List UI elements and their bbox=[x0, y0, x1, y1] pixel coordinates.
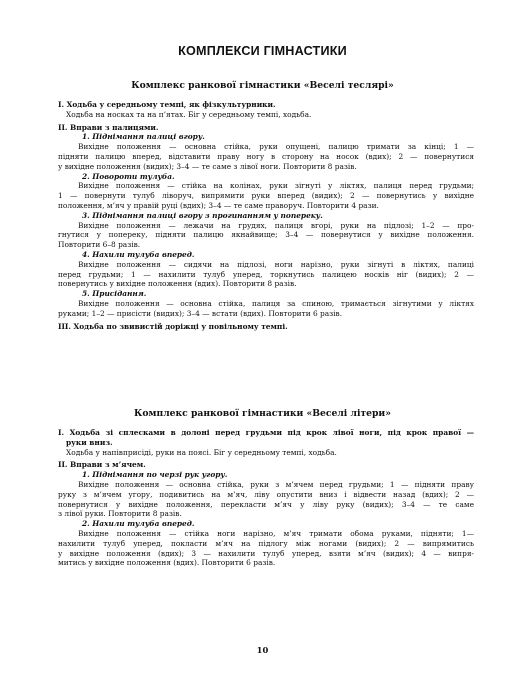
section-heading: III. Ходьба по звивистій доріжці у повільному темпі. bbox=[58, 321, 288, 331]
paragraph-line: підняти палицю вперед, відставити праву ногу в сторону на носок (вдих); 2 — повернутися bbox=[58, 151, 474, 161]
paragraph-line: повернутися у вихідне положення, перекласти м’яч у ліву руку (видих); 3–4 — те саме bbox=[58, 499, 474, 509]
paragraph-line: у вихідне положення (видих); 3–4 — те саме з лівої ноги. Повторити 8 разів. bbox=[58, 161, 357, 171]
page-number: 10 bbox=[256, 645, 269, 655]
paragraph-line: Вихідне положення — сидячи на підлозі, ноги нарізно, руки зігнуті в ліктях, палиці bbox=[78, 259, 474, 269]
paragraph-line: митись у вихідне положення (вдих). Повторити 6 разів. bbox=[58, 558, 276, 568]
exercise-heading: 3. Піднімання палиці вгору з прогинанням у попереку. bbox=[82, 210, 323, 220]
paragraph-line: Ходьба у напівприсіді, руки на поясі. Біг у середньому темпі, ходьба. bbox=[66, 447, 337, 457]
paragraph-line: нахилити тулуб уперед, покласти м’яч на підлогу між ногами (видих); 2 — випрямитись bbox=[58, 538, 474, 548]
paragraph-line: у вихідне положення (вдих); 3 — нахилити тулуб уперед, взяти м’яч (видих); 4 — випря- bbox=[58, 548, 474, 558]
section-heading: I. Ходьба зі сплесками в долоні перед грудьми під крок лівої ноги, під крок правої — bbox=[58, 428, 474, 437]
paragraph-line: повернутись у вихідне положення (вдих). Повторити 8 разів. bbox=[58, 279, 297, 289]
section-heading: I. Ходьба у середньому темпі, як фізкультурники. bbox=[58, 100, 276, 109]
paragraph-line: руками; 1–2 — присісти (видих); 3–4 — встати (вдих). Повторити 6 разів. bbox=[58, 308, 343, 318]
exercise-heading: 2. Повороти тулуба. bbox=[82, 171, 175, 181]
paragraph-line: Повторити 6–8 разів. bbox=[58, 240, 141, 250]
exercise-heading: 2. Нахили тулуба вперед. bbox=[82, 519, 195, 529]
exercise-heading: 1. Піднімання палиці вгору. bbox=[82, 132, 205, 142]
paragraph-line: Вихідне положення — стійка на колінах, руки зігнуті у ліктях, палиця перед грудьми; bbox=[78, 181, 474, 191]
exercise-heading: 1. Піднімання по черзі рук угору. bbox=[82, 470, 228, 480]
paragraph-line: гнутися у попереку, підняти палицю якнайвище; 3–4 — повернутися у вихідне положення. bbox=[58, 230, 474, 240]
paragraph-line: 1 — повернути тулуб ліворуч, випрямити руки вперед (видих); 2 — повернутись у вихідне bbox=[58, 191, 474, 201]
paragraph-line: Вихідне положення — лежачи на грудях, палиця вгорі, руки на підлозі; 1–2 — про- bbox=[78, 220, 474, 230]
paragraph-line: Ходьба на носках та на п’ятах. Біг у середньому темпі, ходьба. bbox=[66, 109, 312, 119]
section-heading: руки вниз. bbox=[66, 437, 113, 447]
complex-1-body bbox=[58, 100, 474, 331]
paragraph-line: з лівої руки. Повторити 8 разів. bbox=[58, 509, 182, 519]
paragraph-line: Вихідне положення — стійка ноги нарізно, м’яч тримати обома руками, підняти; 1— bbox=[78, 528, 474, 538]
paragraph-line: Вихідне положення — основна стійка, палиця за спиною, тримається зігнутими у ліктях bbox=[78, 298, 474, 308]
exercise-heading: 4. Нахили тулуба вперед. bbox=[82, 249, 195, 259]
paragraph-line: Вихідне положення — основна стійка, руки з м’ячем перед грудьми; 1 — підняти праву bbox=[78, 479, 474, 489]
section-heading: II. Вправи з м’ячем. bbox=[58, 460, 146, 470]
complex-2-title: Комплекс ранкової гімнастики «Веселі літери» bbox=[134, 408, 391, 419]
complex-2-body bbox=[58, 428, 474, 568]
complex-1-title: Комплекс ранкової гімнастики «Веселі теслярі» bbox=[131, 80, 394, 91]
paragraph-line: положення, м’яч у правій руці (вдих); 3–4 — те саме праворуч. Повторити 4 рази. bbox=[58, 200, 379, 210]
paragraph-line: руку з м’ячем угору, подивитись на м’яч, ліву опустити вниз і відвести назад (вдих); 2 — bbox=[58, 489, 474, 499]
page-title: КОМПЛЕКСИ ГІМНАСТИКИ bbox=[178, 44, 347, 58]
section-heading: II. Вправи з палицями. bbox=[58, 122, 159, 132]
exercise-heading: 5. Присідання. bbox=[82, 289, 147, 299]
paragraph-line: перед грудьми; 1 — нахилити тулуб уперед, торкнутись палицею носків ніг (видих); 2 — bbox=[58, 269, 474, 279]
paragraph-line: Вихідне положення — основна стійка, руки опущені, палицю тримати за кінці; 1 — bbox=[78, 142, 474, 152]
